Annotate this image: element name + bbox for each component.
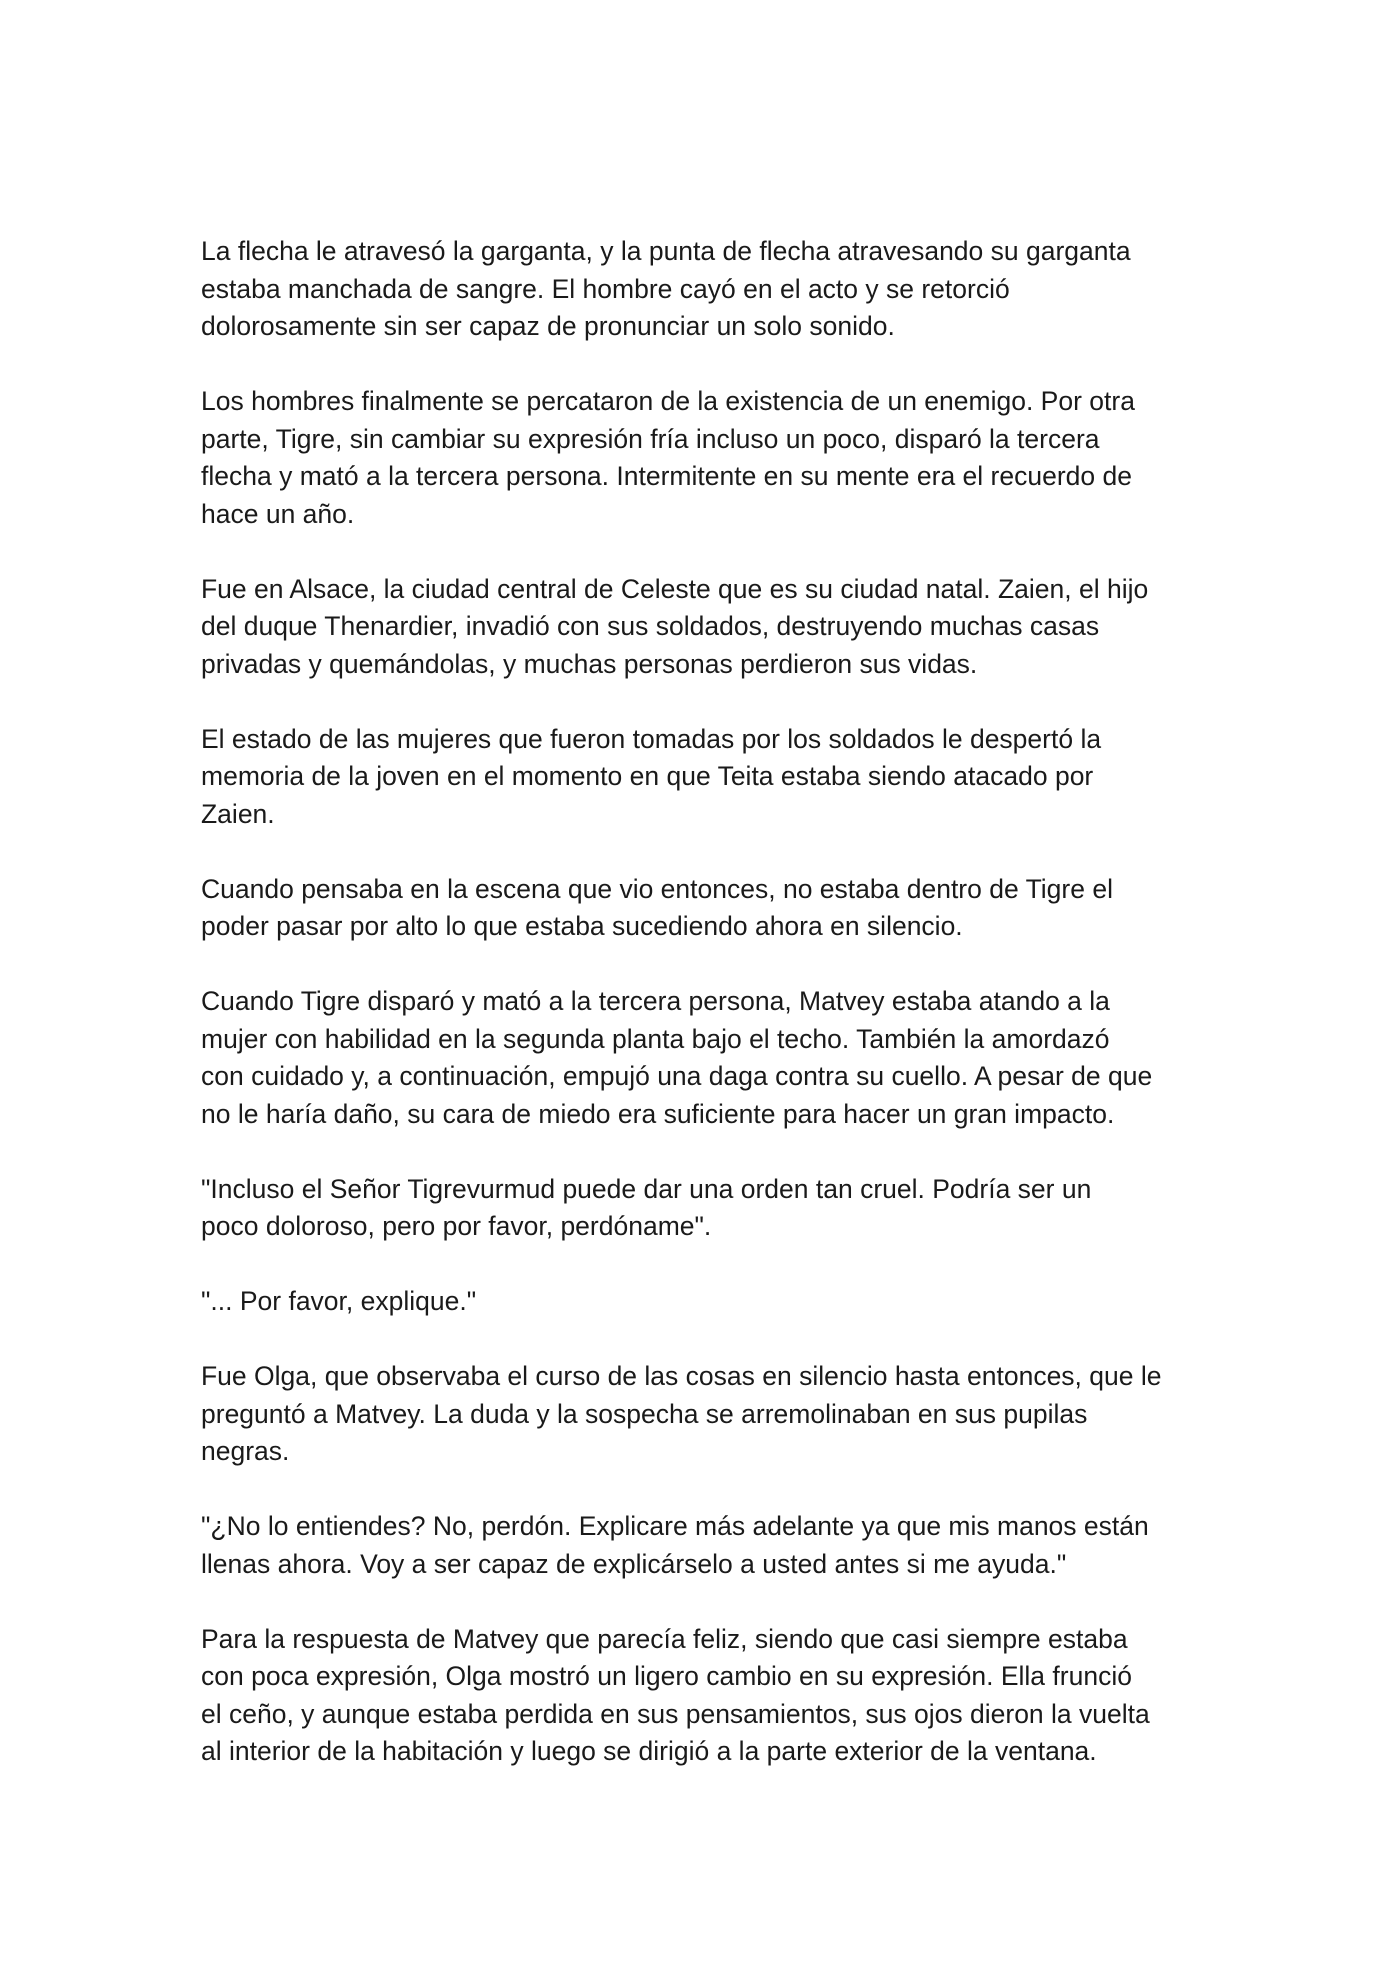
paragraph: "... Por favor, explique." (201, 1286, 477, 1316)
paragraph: El estado de las mujeres que fueron tomadas por los soldados le despertó la memoria de la joven en el momento en que Teita estaba siendo atacado por Zaien. (201, 723, 1102, 829)
paragraph: Fue Olga, que observaba el curso de las cosas en silencio hasta entonces, que le preguntó a Matvey. La duda y la sospecha se arremolinaban en sus pupilas negras. (201, 1361, 1162, 1466)
paragraph: Cuando pensaba en la escena que vio entonces, no estaba dentro de Tigre el poder pasar por alto lo que estaba sucediendo ahora en silencio. (201, 873, 1113, 941)
document-body (201, 233, 1211, 1771)
paragraph: Para la respuesta de Matvey que parecía feliz, siendo que casi siempre estaba con poca expresión, Olga mostró un ligero cambio en su expresión. Ella frunció el ceño, y aunque estaba perdida en sus pensamientos, sus ojos dieron la vuelta al interior de la habitación y luego se dirigió a la parte exterior de la ventana. (201, 1623, 1150, 1766)
paragraph: "¿No lo entiendes? No, perdón. Explicare más adelante ya que mis manos están llenas ahora. Voy a ser capaz de explicárselo a usted antes si me ayuda." (201, 1511, 1149, 1579)
paragraph: Fue en Alsace, la ciudad central de Celeste que es su ciudad natal. Zaien, el hijo del duque Thenardier, invadió con sus soldados, destruyendo muchas casas privadas y quemándolas, y muchas personas perdieron sus vidas. (201, 573, 1149, 679)
paragraph: "Incluso el Señor Tigrevurmud puede dar una orden tan cruel. Podría ser un poco doloroso, pero por favor, perdóname". (201, 1173, 1092, 1241)
paragraph: La flecha le atravesó la garganta, y la punta de flecha atravesando su garganta estaba manchada de sangre. El hombre cayó en el acto y se retorció dolorosamente sin ser capaz de pronunciar un solo sonido. (201, 236, 1131, 341)
paragraph: Los hombres finalmente se percataron de la existencia de un enemigo. Por otra parte, Tigre, sin cambiar su expresión fría incluso un poco, disparó la tercera flecha y mató a la tercera persona. Intermitente en su mente era el recuerdo de hace un año. (201, 386, 1135, 529)
paragraph: Cuando Tigre disparó y mató a la tercera persona, Matvey estaba atando a la mujer con habilidad en la segunda planta bajo el techo. También la amordazó con cuidado y, a continuación, empujó una daga contra su cuello. A pesar de que no le haría daño, su cara de miedo era suficiente para hacer un gran impacto. (201, 986, 1153, 1129)
